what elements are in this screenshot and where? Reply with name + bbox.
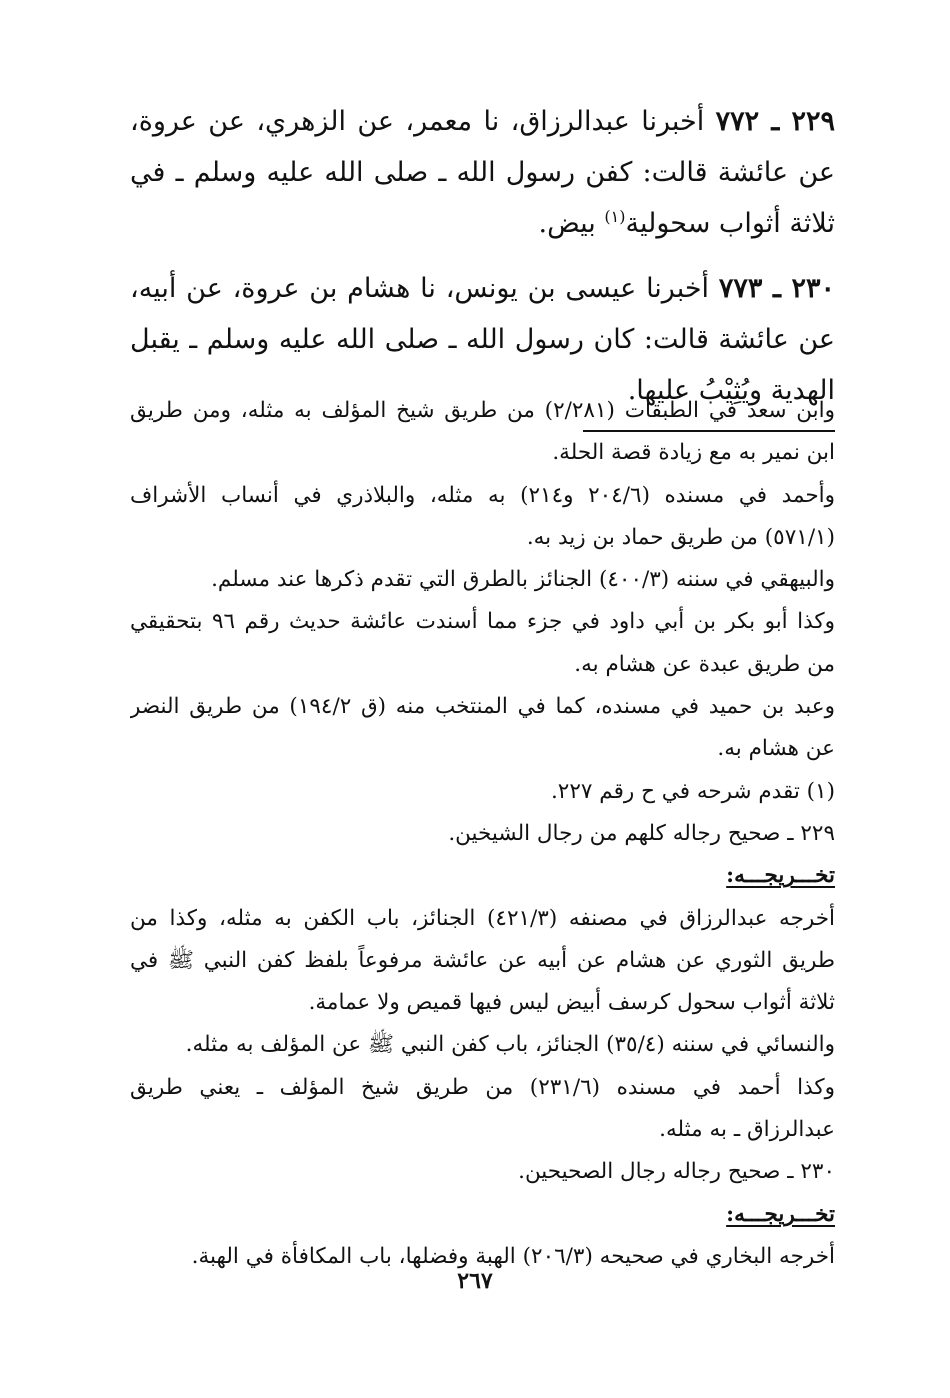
hadith-number-230: ٢٣٠ ـ ٧٧٣ [718, 273, 835, 304]
note-line: (٥٧١/١) من طريق حماد بن زيد به. [526, 524, 835, 550]
hadith-number-229: ٢٢٩ ـ ٧٧٢ [715, 106, 835, 137]
hadith-229 [130, 96, 835, 249]
grading-229: ٢٢٩ ـ صحيح رجاله كلهم من رجال الشيخين. [448, 820, 835, 846]
note-line: والنسائي في سننه (٣٥/٤) الجنائز، باب كفن النبي ﷺ عن المؤلف به مثله. [185, 1032, 835, 1058]
footnotes [130, 390, 835, 1278]
note-line: وعبد بن حميد في مسنده، كما في المنتخب منه (ق ١٩٤/٢) من طريق النضر [130, 694, 835, 720]
note-line: وكذا أحمد في مسنده (٢٣١/٦) من طريق شيخ المؤلف ـ يعني طريق [130, 1074, 835, 1100]
note-line: طريق الثوري عن هشام عن أبيه عن عائشة مرفوعاً بلفظ كفن النبي ﷺ في [130, 947, 835, 973]
note-line: والبيهقي في سننه (٤٠٠/٣) الجنائز بالطرق التي تقدم ذكرها عند مسلم. [211, 567, 835, 593]
note-line: وكذا أبو بكر بن أبي داود في جزء مما أسندت عائشة حديث رقم ٩٦ بتحقيقي [130, 609, 835, 635]
takhrij-heading-229: تخـــريجـــه: [726, 863, 835, 889]
footnote-1: (١) تقدم شرحه في ح رقم ٢٢٧. [550, 778, 835, 804]
note-line: عن هشام به. [717, 736, 835, 762]
page-number: ٢٦٧ [457, 1268, 493, 1294]
note-line: أخرجه البخاري في صحيحه (٢٠٦/٣) الهبة وفضلها، باب المكافأة في الهبة. [191, 1243, 835, 1269]
grading-230: ٢٣٠ ـ صحيح رجاله رجال الصحيحين. [518, 1159, 835, 1185]
note-line: ثلاثة أثواب سحول كرسف أبيض ليس فيها قميص ولا عمامة. [308, 990, 835, 1016]
footnote-ref-1: (١) [604, 207, 626, 226]
note-line: وأحمد في مسنده (٢٠٤/٦ و٢١٤) به مثله، والبلاذري في أنساب الأشراف [130, 482, 835, 508]
note-line: ابن نمير به مع زيادة قصة الحلة. [552, 440, 835, 466]
hadith-text [130, 96, 835, 416]
note-line: من طريق عبدة عن هشام به. [574, 651, 835, 677]
takhrij-heading-230: تخـــريجـــه: [726, 1201, 835, 1227]
hadith-229-end: بيض. [538, 208, 605, 239]
note-line: وابن سعد في الطبقات (٢/٢٨١) من طريق شيخ المؤلف به مثله، ومن طريق [130, 398, 835, 423]
note-line: أخرجه عبدالرزاق في مصنفه (٤٢١/٣) الجنائز، باب الكفن به مثله، وكذا من [130, 905, 835, 931]
hadith-230-body: أخبرنا عيسى بن يونس، نا هشام بن عروة، عن أبيه، عن عائشة قالت: كان رسول الله ـ صلى الله عليه وسلم ـ يقبل الهدية ويُثِيْبُ عليها. [130, 273, 835, 406]
note-line: عبدالرزاق ـ به مثله. [659, 1117, 835, 1143]
hadith-229-body: أخبرنا عبدالرزاق، نا معمر، عن الزهري، عن عروة، عن عائشة قالت: كفن رسول الله ـ صلى الله عليه وسلم ـ في ثلاثة أثواب سحولية [130, 106, 835, 239]
book-page [130, 96, 835, 1398]
